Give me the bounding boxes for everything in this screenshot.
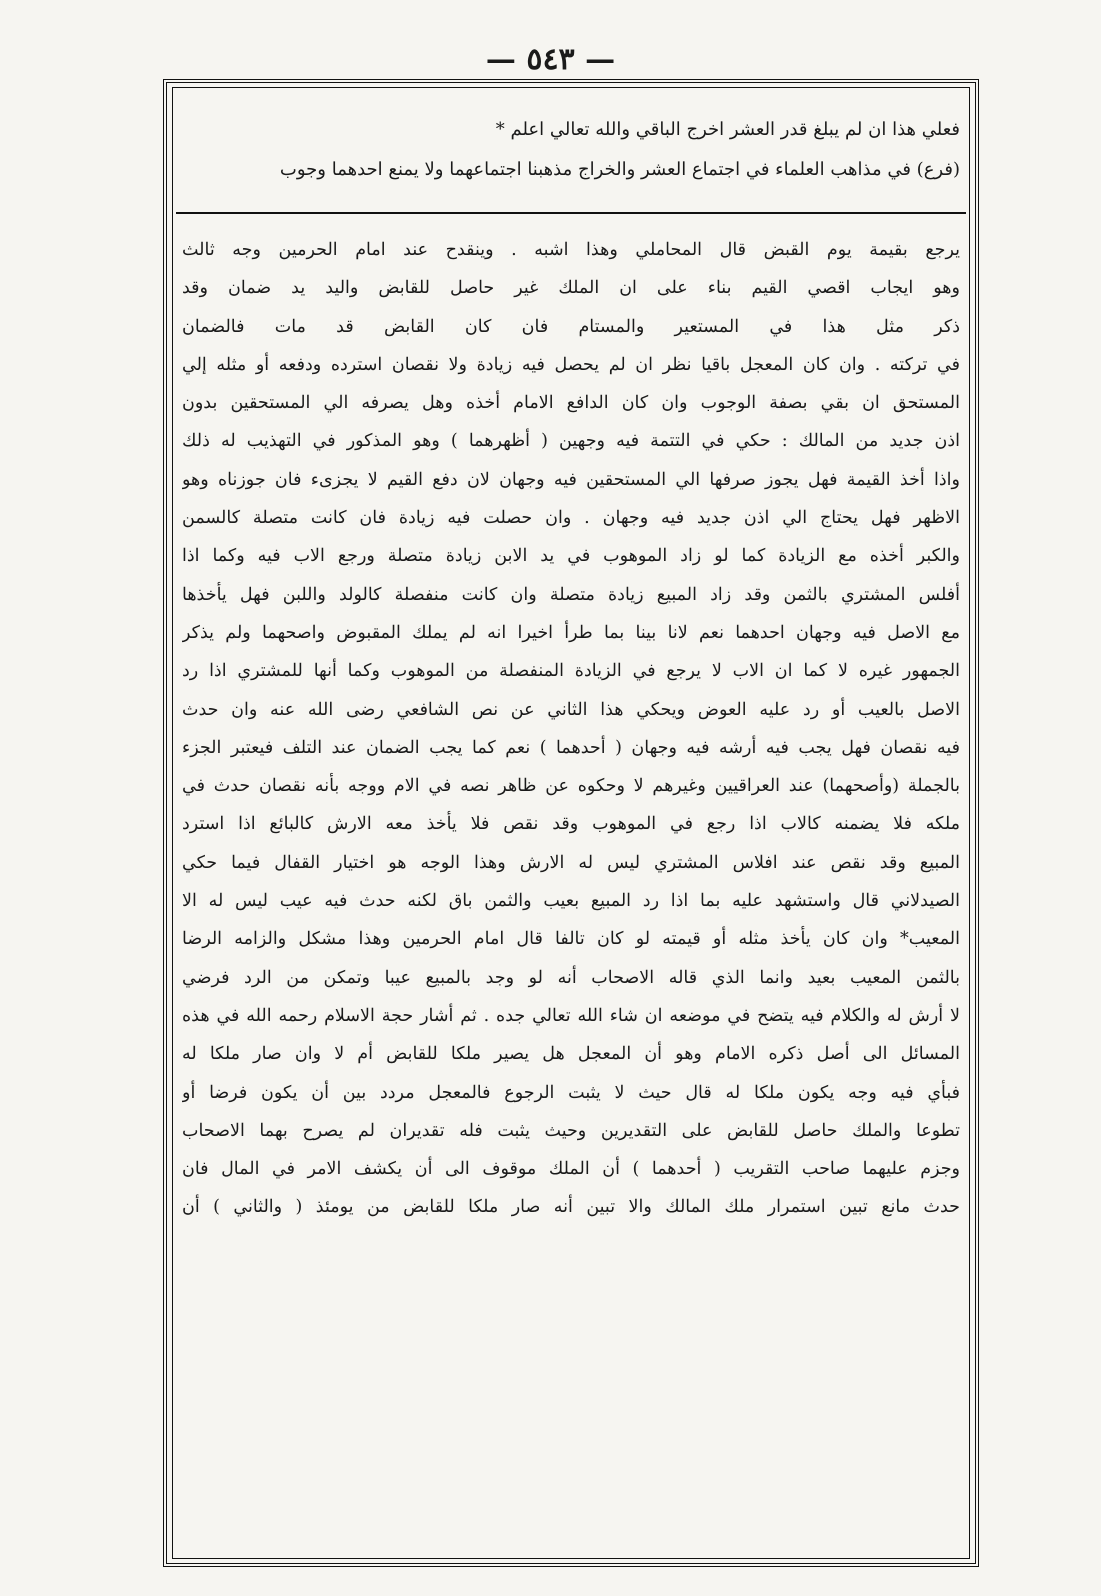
text-line: أفلس المشتري بالثمن وقد زاد المبيع زيادة متصلة وان كانت منفصلة كالولد واللبن فهل يأخذها xyxy=(182,584,960,605)
text-line: فبأي فيه وجه يكون ملكا له قال حيث لا يثبت الرجوع فالمعجل مردد بين أن يكون فرضا أو xyxy=(182,1082,960,1103)
text-line: الاظهر فهل يحتاج الي اذن جديد فيه وجهان . وان حصلت فيه زيادة فان كانت متصلة كالسمن xyxy=(182,508,960,529)
text-line: وجزم عليهما صاحب التقريب ( أحدهما ) أن الملك موقوف الى أن يكشف الامر في المال فان xyxy=(182,1159,960,1180)
header-line: فعلي هذا ان لم يبلغ قدر العشر اخرج الباقي والله تعالي اعلم * xyxy=(495,119,960,140)
text-line: المستحق ان بقي بصفة الوجوب وان كان الدافع الامام أخذه وهل يصرفه الي المستحقين بدون xyxy=(182,393,960,414)
text-line: المعيب* وان كان يأخذ مثله أو قيمته لو كان تالفا قال امام الحرمين وهذا مشكل والزامه الرضا xyxy=(182,929,960,950)
text-line: وهو ايجاب اقصي القيم بناء على ان الملك غير حاصل للقابض واليد يد ضمان وقد xyxy=(182,278,960,299)
page-number: — ٥٤٣ — xyxy=(485,42,616,77)
main-text-block xyxy=(182,231,960,1227)
text-line: ذكر مثل هذا في المستعير والمستام فان كان القابض قد مات فالضمان xyxy=(182,316,960,337)
section-divider xyxy=(176,212,966,214)
text-line: والكبر أخذه مع الزيادة كما لو زاد الموهوب في يد الابن زيادة متصلة ورجع الاب فيه وكما اذا xyxy=(182,546,960,567)
text-line: يرجع بقيمة يوم القبض قال المحاملي وهذا اشبه . وينقدح عند امام الحرمين وجه ثالث xyxy=(182,240,960,260)
text-line: بالجملة (وأصحهما) عند العراقيين وغيرهم لا وحكوه عن ظاهر نصه في الام ووجه بأنه نقصان حدث في xyxy=(182,776,960,797)
text-line: لا أرش له والكلام فيه يتضح في موضعه ان شاء الله تعالي جده . ثم أشار حجة الاسلام رحمه الله في هذه xyxy=(182,1005,960,1026)
header-line: (فرع) في مذاهب العلماء في اجتماع العشر والخراج مذهبنا اجتماعهما ولا يمنع احدهما وجوب xyxy=(279,159,960,180)
text-line: تطوعا والملك حاصل للقابض على التقديرين وحيث يثبت فله تقديران لم يصرح بهما الاصحاب xyxy=(182,1120,960,1141)
text-line: الصيدلاني قال واستشهد عليه بما اذا رد المبيع بعيب والثمن باق لكنه حدث فيه عيب ليس له الا xyxy=(182,891,960,912)
text-line: الاصل بالعيب أو رد عليه العوض ويحكي هذا الثاني عن نص الشافعي رضى الله عنه وان حدث xyxy=(182,699,960,720)
text-line: حدث مانع تبين استمرار ملك المالك والا تبين أنه صار ملكا للقابض من يومئذ ( والثاني ) أن xyxy=(182,1197,960,1218)
text-line: الجمهور غيره لا كما ان الاب لا يرجع في الزيادة المنفصلة من الموهوب وكما أنها للمشتري اذا رد xyxy=(182,661,960,682)
text-line: واذا أخذ القيمة فهل يجوز صرفها الي المستحقين فيه وجهان لان دفع القيم لا يجزىء فان جوزناه وهو xyxy=(182,469,960,490)
text-line: ملكه فلا يضمنه كالاب اذا رجع في الموهوب وقد نقص فلا يأخذ معه الارش كالبائع اذا استرد xyxy=(182,814,960,835)
text-line: فيه نقصان فهل يجب فيه أرشه فيه وجهان ( أحدهما ) نعم كما يجب الضمان عند التلف فيعتبر الجزء xyxy=(182,737,960,758)
text-line: مع الاصل فيه وجهان احدهما نعم لانا بينا بما طرأ اخيرا انه لم يملك المقبوض واصحهما ولم يذكر xyxy=(182,622,960,643)
text-line: اذن جديد من المالك : حكي في التتمة فيه وجهين ( أظهرهما ) وهو المذكور في التهذيب له ذلك xyxy=(182,431,960,452)
text-line: في تركته . وان كان المعجل باقيا نظر ان لم يحصل فيه زيادة ولا نقصان استرده ودفعه أو مثله إلي xyxy=(182,354,960,375)
header-text-block xyxy=(182,110,960,190)
text-line: بالثمن المعيب بعيد وانما الذي قاله الاصحاب أنه لو وجد بالمبيع عيبا وتمكن من الرد فرضي xyxy=(182,967,960,988)
text-line: المسائل الى أصل ذكره الامام وهو أن المعجل هل يصير ملكا للقابض أم لا وان صار ملكا له xyxy=(182,1044,960,1065)
text-line: المبيع وقد نقص عند افلاس المشتري ليس له الارش وهذا الوجه هو اختيار القفال فيما حكي xyxy=(182,852,960,873)
